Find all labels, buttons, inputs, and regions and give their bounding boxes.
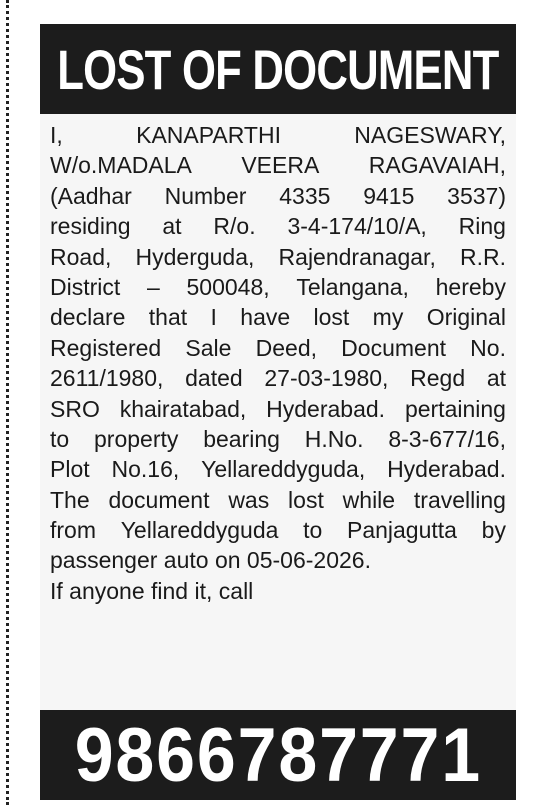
notice-body xyxy=(40,114,516,606)
notice-line-text: 2611/1980, dated 27-03-1980, Regd at xyxy=(50,365,506,392)
notice-line-text: declare that I have lost my Original xyxy=(50,304,506,331)
notice-line xyxy=(50,150,506,180)
notice-line-text: Plot No.16, Yellareddyguda, Hyderabad. xyxy=(50,456,506,483)
notice-line-text: The document was lost while travelling xyxy=(50,486,506,513)
notice-line xyxy=(50,545,506,575)
notice-footer xyxy=(40,710,516,800)
notice-line xyxy=(50,424,506,454)
notice-line xyxy=(50,120,506,150)
notice-line-text: District – 500048, Telangana, hereby xyxy=(50,273,506,300)
notice-line xyxy=(50,454,506,484)
notice-line-text: Registered Sale Deed, Document No. xyxy=(50,334,506,361)
notice-line-text: residing at R/o. 3-4-174/10/A, Ring xyxy=(50,213,506,240)
notice-line xyxy=(50,302,506,332)
notice-line-text: SRO khairatabad, Hyderabad. pertaining xyxy=(50,395,506,422)
notice-line-text: W/o.MADALA VEERA RAGAVAIAH, xyxy=(50,152,506,179)
notice-line xyxy=(50,363,506,393)
notice-line xyxy=(50,515,506,545)
notice-line-text: (Aadhar Number 4335 9415 3537) xyxy=(50,182,506,209)
notice-line xyxy=(50,576,506,606)
notice-line-text: If anyone find it, call xyxy=(50,577,254,604)
notice-line xyxy=(50,272,506,302)
notice-line-text: from Yellareddyguda to Panjagutta by xyxy=(50,517,506,544)
notice-line-text: I, KANAPARTHI NAGESWARY, xyxy=(50,122,506,148)
notice-line xyxy=(50,333,506,363)
notice-line xyxy=(50,211,506,241)
contact-phone-number: 9866787771 xyxy=(74,712,482,798)
notice-line xyxy=(50,394,506,424)
notice-line-text: passenger auto on 05-06-2026. xyxy=(50,547,371,574)
notice-line xyxy=(50,485,506,515)
lost-document-notice xyxy=(40,24,516,800)
notice-line xyxy=(50,181,506,211)
dotted-border xyxy=(6,0,9,805)
notice-title: LOST OF DOCUMENT xyxy=(57,37,499,101)
notice-line xyxy=(50,242,506,272)
notice-line-text: Road, Hyderguda, Rajendranagar, R.R. xyxy=(50,243,506,270)
notice-line-text: to property bearing H.No. 8-3-677/16, xyxy=(50,425,506,452)
notice-header xyxy=(40,24,516,114)
